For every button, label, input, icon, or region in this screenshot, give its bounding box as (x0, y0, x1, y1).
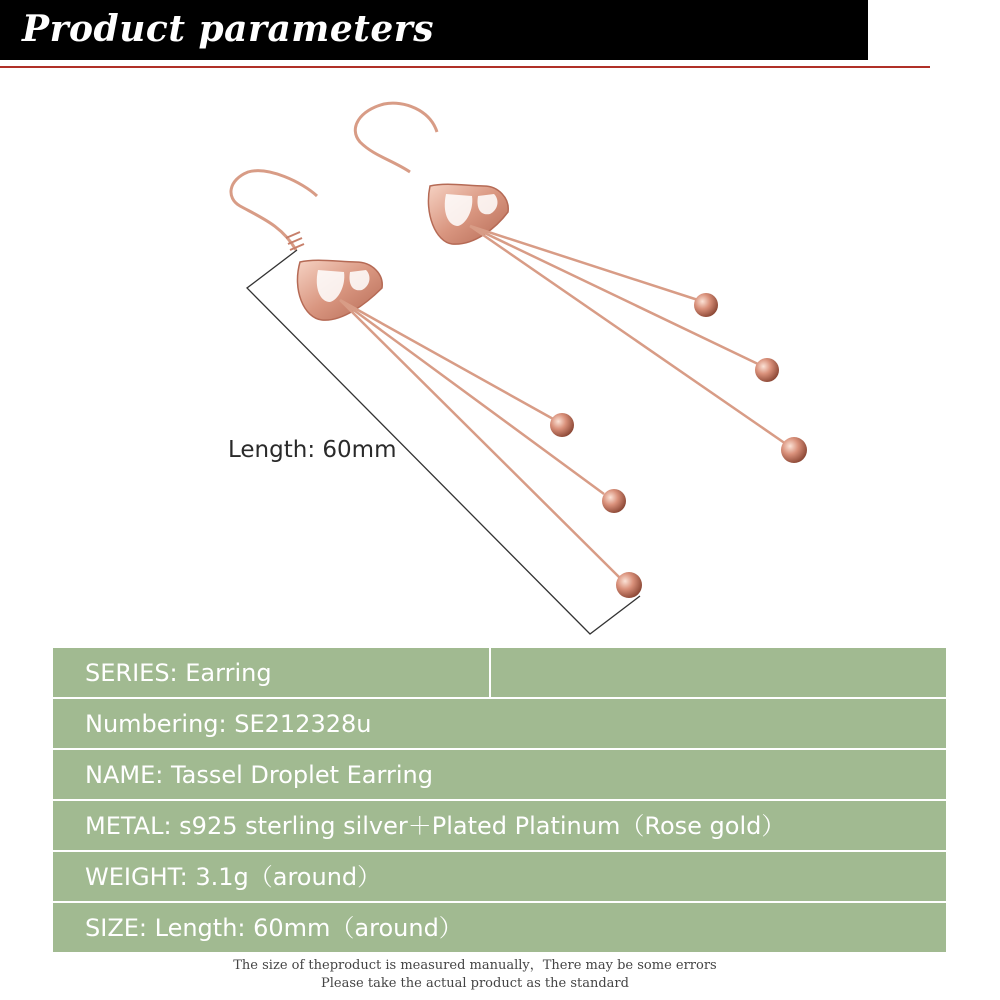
right-chain-long (470, 226, 786, 444)
spec-row-series (53, 648, 946, 697)
right-bead-middle (755, 358, 779, 382)
left-bead-top (550, 413, 574, 437)
spec-size: SIZE: Length: 60mm（around） (85, 914, 463, 942)
footnote-line-2: Please take the actual product as the standard (321, 976, 629, 991)
spec-row-weight (53, 852, 946, 901)
right-bead-bottom (781, 437, 807, 463)
spec-row-numbering (53, 699, 946, 748)
spec-metal: METAL: s925 sterling silver＋Plated Platinum（Rose gold） (85, 812, 786, 840)
page-title: Product parameters (22, 8, 435, 50)
spec-row-size (53, 903, 946, 952)
length-label: Length: 60mm (228, 437, 397, 463)
right-chain-middle (470, 226, 758, 364)
left-ear-hook (231, 171, 317, 250)
header-divider (0, 66, 930, 68)
spec-row-name (53, 750, 946, 799)
header-bar (0, 0, 868, 60)
right-ear-hook (355, 103, 437, 172)
left-chain-middle (340, 300, 604, 494)
footnote (0, 957, 950, 993)
right-earring (355, 103, 807, 463)
right-chain-short (470, 226, 698, 300)
spec-table (53, 648, 946, 954)
spec-weight: WEIGHT: 3.1g（around） (85, 863, 382, 891)
earring-product-image (0, 70, 1000, 650)
cell-divider (489, 648, 491, 697)
spec-name: NAME: Tassel Droplet Earring (85, 761, 433, 789)
left-earring (231, 171, 642, 598)
left-bead-bottom (616, 572, 642, 598)
spec-series: SERIES: Earring (85, 659, 272, 687)
spec-row-metal (53, 801, 946, 850)
right-bead-top (694, 293, 718, 317)
left-chain-short (340, 300, 555, 420)
spec-numbering: Numbering: SE212328u (85, 710, 372, 738)
footnote-line-1: The size of theproduct is measured manually，There may be some errors (233, 958, 717, 973)
left-bead-middle (602, 489, 626, 513)
